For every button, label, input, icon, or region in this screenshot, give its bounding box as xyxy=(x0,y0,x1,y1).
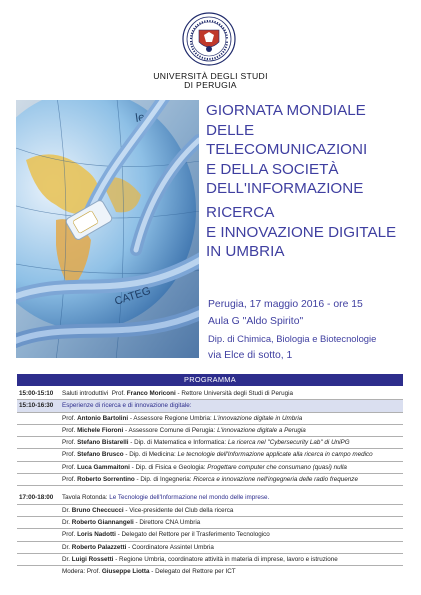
event-department: Dip. di Chimica, Biologia e Biotecnologie xyxy=(208,333,377,344)
event-address: via Elce di sotto, 1 xyxy=(208,350,293,361)
talk-row xyxy=(17,449,403,461)
speaker-name: Roberto Palazzetti xyxy=(71,543,127,551)
speaker-name: Stefano Brusco xyxy=(77,451,124,459)
speaker-role: - Dip. di Ingegneria: xyxy=(136,476,192,484)
event-details xyxy=(208,296,418,364)
speaker-name: Stefano Bistarelli xyxy=(77,439,129,447)
talk-topic: Le tecnologie dell'Informazione applicate alla ricerca in campo medico xyxy=(177,451,373,459)
subtitle-line: E INNOVAZIONE DIGITALE xyxy=(206,223,397,241)
row-content xyxy=(62,437,350,448)
speaker-role: - Coordinatore Assintel Umbria xyxy=(128,543,214,551)
row-content xyxy=(62,566,236,577)
globe-cable-photo xyxy=(16,100,199,358)
speaker-role: - Dip. di Matematica e Informatica: xyxy=(130,439,227,447)
row-time: 15:00-15:10 xyxy=(19,390,54,397)
talk-topic: La ricerca nel "Cybersecurity Lab" di UniPG xyxy=(227,439,350,447)
row-content xyxy=(62,529,270,540)
roundtable-heading-row xyxy=(17,492,403,504)
speaker-title: Prof. xyxy=(62,426,76,434)
speaker-title: Dr. xyxy=(62,506,71,514)
panel-row xyxy=(17,529,403,541)
subtitle-line: RICERCA xyxy=(206,203,275,221)
panel-row xyxy=(17,517,403,529)
speaker-title: Prof. xyxy=(62,451,76,459)
speaker-title: Prof. xyxy=(62,439,76,447)
speaker-name: Antonio Bartolini xyxy=(77,414,129,422)
title-line: GIORNATA MONDIALE xyxy=(206,102,366,119)
subtitle-line: IN UMBRIA xyxy=(206,243,285,261)
panel-row xyxy=(17,505,403,517)
title-line: E DELLA SOCIETÀ xyxy=(206,160,339,178)
speaker-role: - Assessore Comune di Perugia: xyxy=(125,426,216,434)
event-title xyxy=(206,101,416,262)
moderator-role: - Delegato del Rettore per ICT xyxy=(151,568,236,576)
title-line: TELECOMUNICAZIONI xyxy=(206,141,368,159)
row-time: 15:10-16:30 xyxy=(19,402,54,410)
speaker-name: Franco Moriconi xyxy=(126,390,176,397)
speaker-title: Prof. xyxy=(111,390,126,397)
roundtable-label: Tavola Rotonda: xyxy=(62,494,108,502)
row-content xyxy=(62,474,358,485)
session-heading-row xyxy=(17,400,403,412)
session-title: Esperienze di ricerca e di innovazione digitale: xyxy=(62,402,192,410)
event-room: Aula G "Aldo Spirito" xyxy=(208,316,304,327)
speaker-name: Luigi Rossetti xyxy=(71,555,114,563)
talk-row xyxy=(17,462,403,474)
row-time: 17:00-18:00 xyxy=(19,494,54,502)
title-line: DELL'INFORMAZIONE xyxy=(206,180,364,198)
row-content xyxy=(62,413,302,424)
speaker-name: Loris Nadotti xyxy=(77,531,116,539)
page-header xyxy=(0,0,421,96)
program-heading: PROGRAMMA xyxy=(17,374,403,386)
talk-topic: L'innovazione digitale in Umbria xyxy=(213,414,303,422)
row-content xyxy=(62,425,306,436)
panel-row xyxy=(17,554,403,566)
program-table xyxy=(17,388,403,577)
speaker-role: - Vice-presidente del Club della ricerca xyxy=(125,506,234,514)
talk-row xyxy=(17,425,403,437)
talk-row xyxy=(17,413,403,425)
row-content xyxy=(62,462,347,473)
talk-topic: Progettare computer che consumano (quasi) nulla xyxy=(207,463,347,471)
university-seal-icon xyxy=(182,12,236,66)
moderator-name: Giuseppe Liotta xyxy=(101,568,150,576)
row-content xyxy=(62,388,293,399)
speaker-title: Dr. xyxy=(62,543,71,551)
row-content xyxy=(62,517,200,528)
globe-cable-image xyxy=(16,100,199,358)
speaker-role: - Dip. di Medicina: xyxy=(125,451,176,459)
speaker-role: - Regione Umbria, coordinatore attività in materia di imprese, lavoro e istruzione xyxy=(115,555,338,563)
event-date: Perugia, 17 maggio 2016 - ore 15 xyxy=(208,299,363,310)
speaker-role: - Assessore Regione Umbria: xyxy=(129,414,212,422)
speaker-role: - Direttore CNA Umbria xyxy=(135,518,201,526)
cable-label-categ: CATEG xyxy=(113,284,153,308)
speaker-name: Roberto Sorrentino xyxy=(77,476,135,484)
talk-topic: Ricerca e innovazione nell'ingegneria delle radio frequenze xyxy=(193,476,358,484)
panel-row xyxy=(17,542,403,554)
roundtable-title: Le Tecnologie dell'Informazione nel mondo delle imprese. xyxy=(109,494,270,502)
title-line: DELLE xyxy=(206,121,255,139)
row-content xyxy=(62,505,233,516)
row-label: Saluti introduttivi xyxy=(62,390,109,397)
speaker-role: - Delegato del Rettore per il Trasferimento Tecnologico xyxy=(117,531,270,539)
talk-topic: L'innovazione digitale a Perugia xyxy=(217,426,306,434)
university-name: UNIVERSITÀ DEGLI STUDI xyxy=(153,71,268,81)
speaker-title: Prof. xyxy=(62,531,76,539)
speaker-role: - Dip. di Fisica e Geologia: xyxy=(131,463,206,471)
talk-row xyxy=(17,437,403,449)
speaker-name: Roberto Giannangeli xyxy=(71,518,134,526)
speaker-name: Bruno Checcucci xyxy=(71,506,124,514)
speaker-title: Dr. xyxy=(62,518,71,526)
moderator-row xyxy=(17,566,403,577)
speaker-title: Prof. xyxy=(62,463,76,471)
talk-row xyxy=(17,474,403,486)
row-content xyxy=(62,492,269,503)
row-content xyxy=(62,542,214,553)
program-row-opening xyxy=(17,388,403,400)
speaker-title: Dr. xyxy=(62,555,71,563)
speaker-name: Luca Gammaitoni xyxy=(77,463,130,471)
university-name-city: DI PERUGIA xyxy=(184,80,237,90)
speaker-title: Prof. xyxy=(62,476,76,484)
moderator-label: Modera: Prof. xyxy=(62,568,101,576)
row-content xyxy=(62,554,338,565)
speaker-title: Prof. xyxy=(62,414,76,422)
speaker-role: - Rettore Università degli Studi di Perugia xyxy=(177,390,293,397)
speaker-name: Michele Fioroni xyxy=(77,426,124,434)
row-content xyxy=(62,449,373,460)
map-label-ler: ler xyxy=(134,109,150,125)
